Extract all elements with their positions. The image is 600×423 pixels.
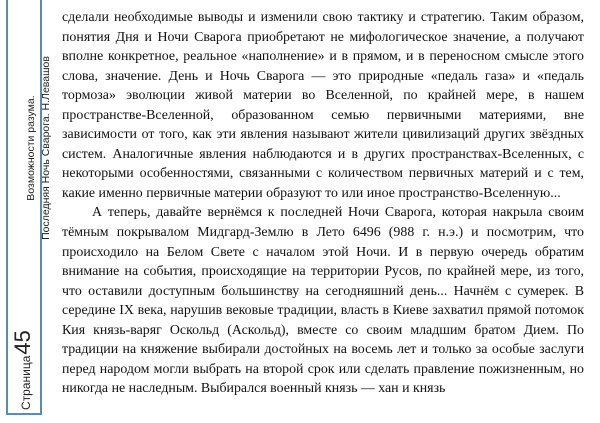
- running-header: [24, 34, 60, 262]
- paragraph-continued: сделали необходимые выводы и изменили свою тактику и стратегию. Таким образом, понятия Дня и Ночи Сварога приобретают не мифологическое значение, а получают вполне конкретное, реальное «наполнение» и в прямом, и в переносном смысле этого слова, значение. День и Ночь Сварога — это природные «педаль газа» и «педаль тормоза» эволюции живой материи во Вселенной, по крайней мере, в нашем пространстве-Вселенной, образованном семью первичными материями, вне зависимости от того, как эти явления называют жители цивилизаций других звёздных систем. Аналогичные явления наблюдаются и в других пространствах-Вселенных, с некоторыми особенностями, связанными с количеством первичных материй и с тем, какие именно первичные материи образуют то или иное пространство-Вселенную...: [62, 10, 584, 201]
- page-sidebar: [0, 0, 54, 423]
- page-number: 45: [10, 330, 35, 355]
- page-number-block: [10, 292, 40, 410]
- running-header-chapter-author: Последняя Ночь Сварога. Н.Левашов: [40, 56, 52, 240]
- paragraph: А теперь, давайте вернёмся к последней Ночи Сварога, которая накрыла своим тёмным покрывалом Мидгард-Землю в Лето 6496 (988 г. н.э.) и посмотрим, что происходило на Белом Свете с началом этой Ночи. И в первую очередь обратим внимание на события, происходящие на территории Русов, по крайней мере, из того, что оставили доступным большинству на сегодняшний день... Начнём с сумерек. В середине IX века, нарушив вековые традиции, власть в Киеве захватил прямой потомок Кия князь-варяг Оскольд (Аскольд), вместе со своим младшим братом Дием. По традиции на княжение выбирали достойных на восемь лет и только за особые заслуги перед народом могли выбрать на второй срок или сделать правление пожизненным, но никогда не наследным. Выбирался военный князь — хан и князь: [62, 205, 584, 397]
- page-label: Страница: [19, 355, 33, 410]
- running-header-book-title: Возможности разума.: [25, 95, 37, 201]
- body-text: [62, 8, 584, 399]
